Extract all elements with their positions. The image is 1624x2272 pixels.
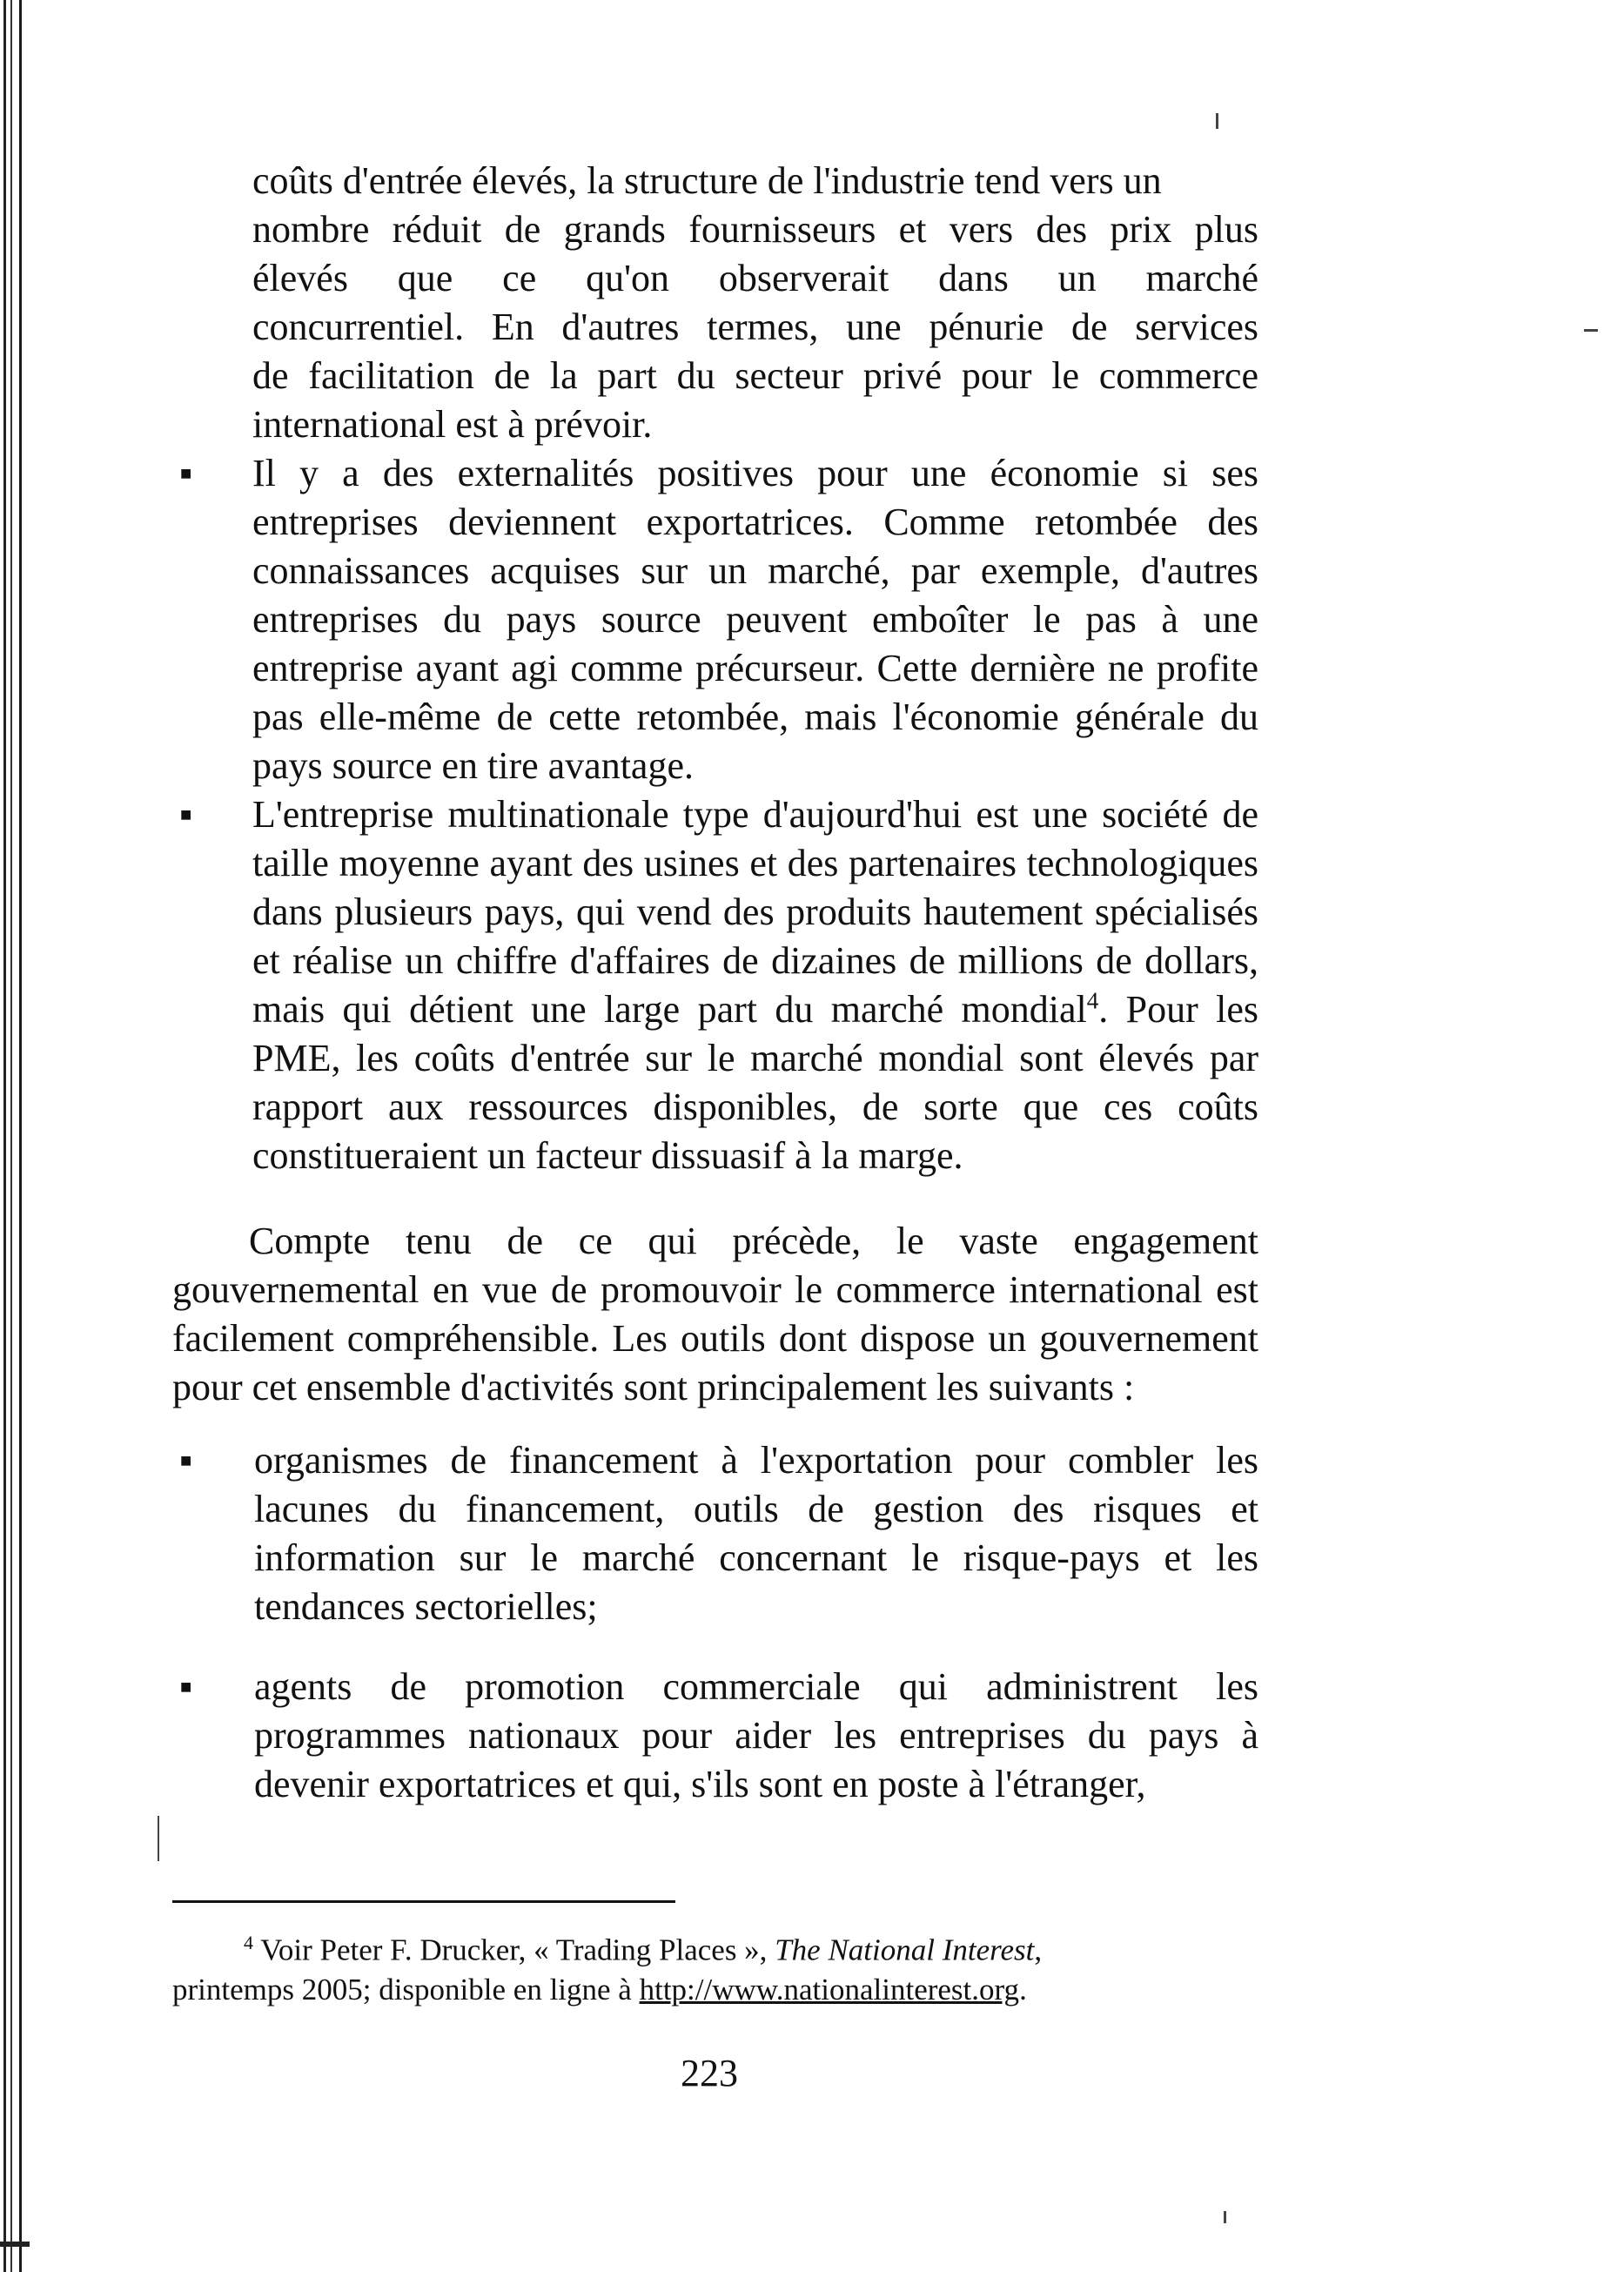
square-bullet-icon: ■ (180, 803, 192, 825)
footnote-text: . (1019, 1972, 1027, 2006)
list-item-text: . Pour les PME, les coûts d'entrée sur le marché mondial sont élevés par rapport aux ressources disponibles, de sorte que ces coûts constitueraient un facteur dissuasif à la marge. (252, 988, 1259, 1177)
footnote-url: http://www.nationalinterest.org (639, 1972, 1020, 2006)
list-item (172, 790, 1258, 1180)
square-bullet-icon: ■ (180, 462, 192, 484)
square-bullet-icon: ■ (180, 1676, 192, 1697)
intro-line: international est à prévoir. (252, 403, 653, 446)
square-bullet-icon: ■ (180, 1449, 192, 1471)
binding-edge (0, 0, 30, 2272)
list-item-text: L'entreprise multinationale type d'aujourd'hui est une société de taille moyenne ayant des usines et des partenaires technologiques dans plusieurs pays, qui vend des produits hautement spécialisés et réalise un chiffre d'affaires de dizaines de millions de dollars, mais qui détient une large part du marché mondial (252, 793, 1258, 1031)
intro-line: de facilitation de la part du secteur privé pour le commerce (252, 354, 1258, 397)
footnote (172, 1923, 1258, 2009)
list-item (172, 449, 1258, 790)
footnote-text: printemps 2005; disponible en ligne à (172, 1972, 640, 2006)
page-number: 223 (681, 2052, 738, 2094)
footnote-text: , (1034, 1933, 1043, 1967)
page-body (172, 157, 1258, 1840)
scan-speck (1224, 2211, 1226, 2223)
scan-speck (158, 1816, 159, 1861)
intro-continuation (172, 157, 1258, 449)
footnote-number: 4 (244, 1932, 253, 1953)
intro-line: nombre réduit de grands fournisseurs et vers des prix plus (252, 208, 1258, 251)
bullet-list-tools (172, 1436, 1258, 1809)
list-item (172, 1436, 1258, 1631)
footnote-journal: The National Interest (775, 1933, 1035, 1967)
list-item (172, 1663, 1258, 1809)
scan-speck (1584, 329, 1598, 332)
bullet-list-externalities (172, 449, 1258, 1180)
list-item-text: agents de promotion commerciale qui administrent les programmes nationaux pour aider les entreprises du pays à devenir exportatrices et qui, s'ils sont en poste à l'étranger, (254, 1665, 1258, 1805)
footnote-text: Voir Peter F. Drucker, « Trading Places », (253, 1933, 775, 1967)
footnote-separator (172, 1900, 675, 1903)
list-item-text: Il y a des externalités positives pour une économie si ses entreprises deviennent exportatrices. Comme retombée des connaissances acquises sur un marché, par exemple, d'autres entreprises du pays source peuvent emboîter le pas à une entreprise ayant agi comme précurseur. Cette dernière ne profite pas elle-même de cette retombée, mais l'économie générale du pays source en tire avantage. (252, 452, 1258, 787)
footnote-ref: 4 (1086, 987, 1099, 1014)
scan-speck (1216, 113, 1218, 129)
body-paragraph: Compte tenu de ce qui précède, le vaste engagement gouvernemental en vue de promouvoir le commerce international est facilement compréhensible. Les outils dont dispose un gouvernement pour cet ensemble d'activités sont principalement les suivants : (172, 1220, 1258, 1408)
intro-line: coûts d'entrée élevés, la structure de l'industrie tend vers un (252, 159, 1162, 202)
intro-line: concurrentiel. En d'autres termes, une pénurie de services (252, 306, 1258, 348)
list-item-text: organismes de financement à l'exportation pour combler les lacunes du financement, outils de gestion des risques et information sur le marché concernant le risque-pays et les tendances sectorielles; (254, 1439, 1258, 1628)
intro-line: élevés que ce qu'on observerait dans un marché (252, 257, 1258, 299)
